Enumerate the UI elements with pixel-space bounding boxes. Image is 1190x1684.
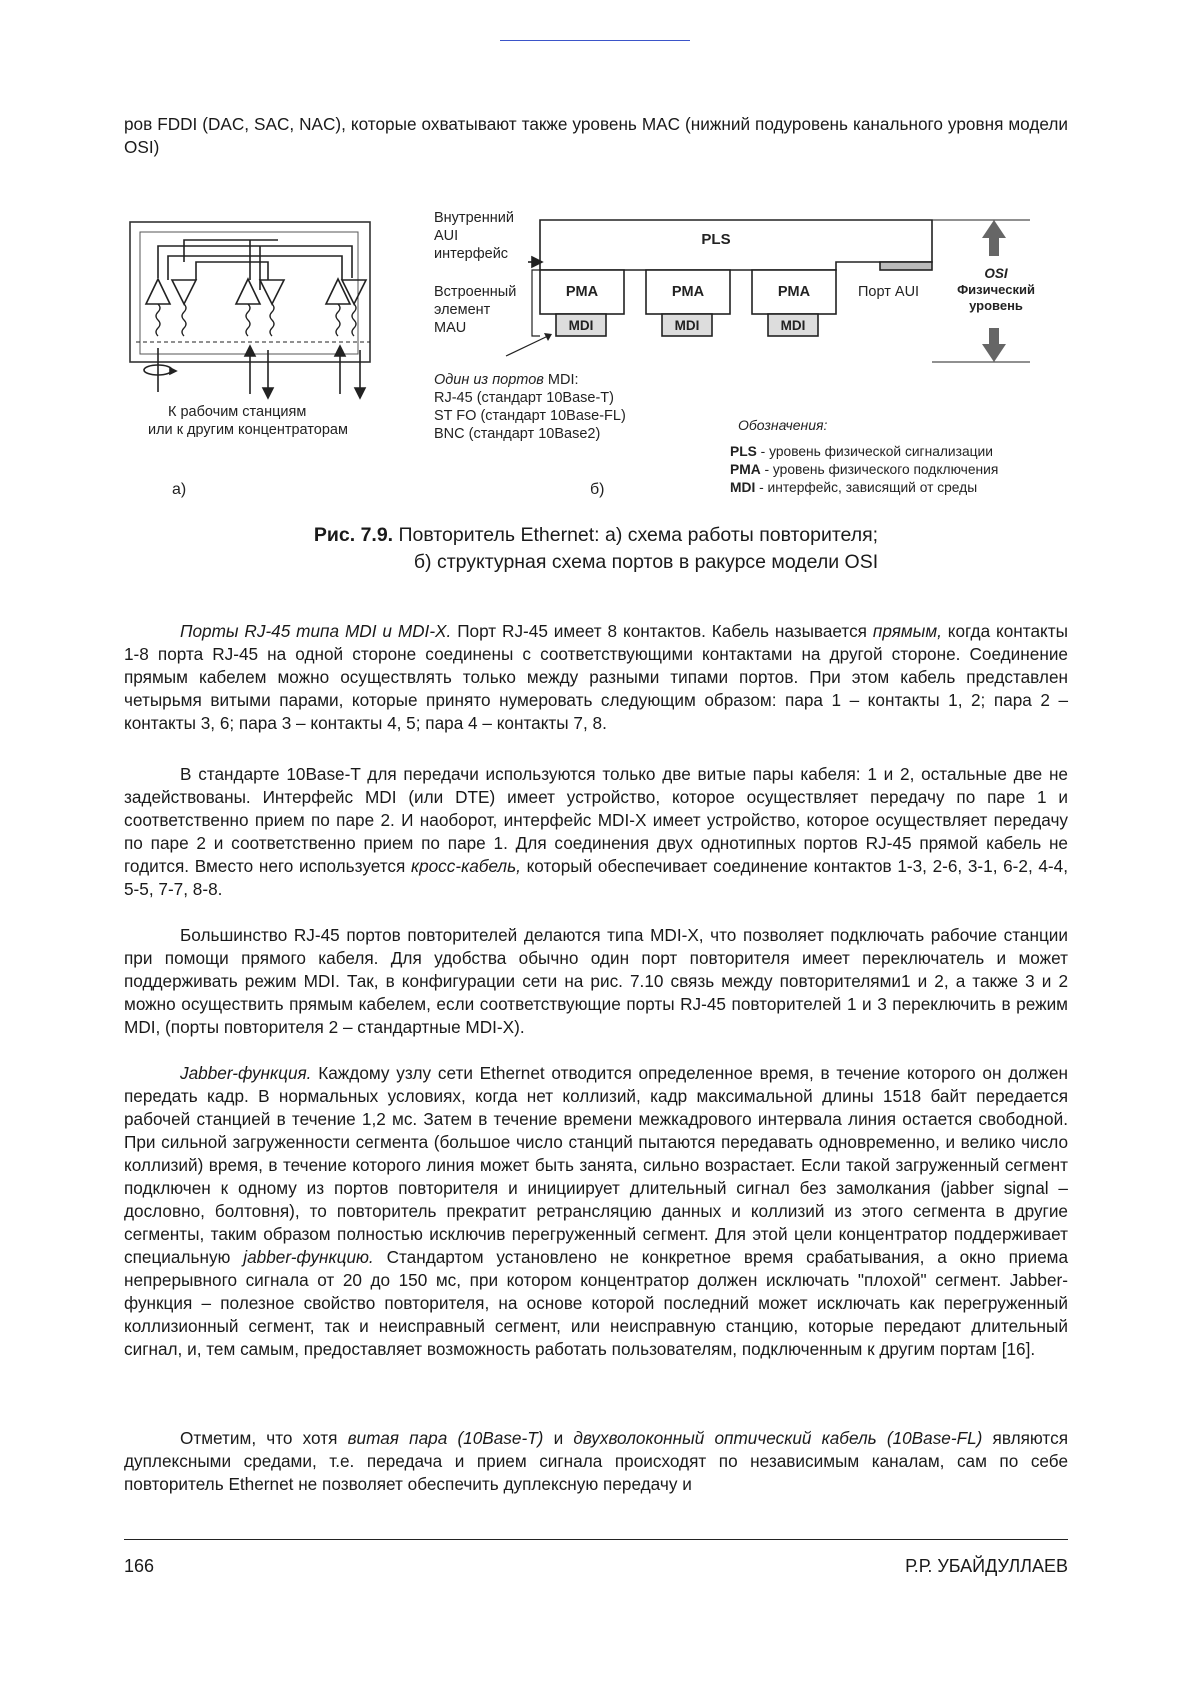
panel-a-marker: а) <box>172 481 187 498</box>
pma-label-1: PMA <box>565 284 599 300</box>
internal-aui-label-3: интерфейс <box>434 246 509 262</box>
paragraph-mdi-x: Большинство RJ-45 портов повторителей делаются типа MDI-X, что позволяет подключать рабочие станции при помощи прямого кабеля. Для удобства обычно один порт повторителя имеет переключатель и может поддерживать режим MDI. Так, в конфигурации сети на рис. 7.10 связь между повторителями1 и 2, а также 3 и 2 можно осуществить прямым кабелем, если соответствующие порты RJ-45 повторителей 1 и 3 переключить в режим MDI, (порты повторителя 2 – стандартные MDI-X). <box>124 925 1068 1037</box>
osi-label: OSI <box>984 266 1008 281</box>
running-author: Р.Р. УБАЙДУЛЛАЕВ <box>905 1556 1068 1576</box>
page-number: 166 <box>124 1556 155 1576</box>
figure-7-9 <box>0 0 1190 520</box>
port-stfo-label: ST FO (стандарт 10Base-FL) <box>434 408 626 424</box>
figure-caption <box>124 522 1068 576</box>
mdi-label-1: MDI <box>568 318 594 333</box>
internal-aui-label-2: AUI <box>434 228 459 244</box>
port-bnc-label: BNC (стандарт 10Base2) <box>434 426 601 442</box>
internal-aui-label-1: Внутренний <box>434 210 514 226</box>
legend-title: Обозначения: <box>738 417 828 433</box>
buffer-triangle <box>146 279 196 304</box>
builtin-mau-label-1: Встроенный <box>434 284 517 300</box>
paragraph-10base-t: В стандарте 10Base-T для передачи используются только две витые пары кабеля: 1 и 2, остальные две не задействованы. Интерфейс MDI (или DTE) имеет устройство, которое осуществляет передачу по паре 1 и соответственно прием по паре 2. И наоборот, интерфейс MDI-X имеет устройство, которое осуществляет передачу по паре 2 и соответственно прием по паре 1. Для соединения двух однотипных портов RJ-45 прямой кабель не годится. Вместо него используется кросс-кабель, который обеспечивает соединение контактов 1-3, 2-6, 3-1, 6-2, 4-4, 5-5, 7-7, 8-8. <box>124 764 1068 899</box>
osi-physical-label: Физический <box>957 282 1035 297</box>
panel-b-marker: б) <box>590 481 605 498</box>
footer-rule <box>124 1539 1068 1540</box>
paragraph-duplex: Отметим, что хотя витая пара (10Base-T) и двухволоконный оптический кабель (10Base-FL) являются дуплексными средами, т.е. передача и прием сигнала происходят по независимым каналам, сам по себе повторитель Ethernet не позволяет обеспечить дуплексную передачу и <box>124 1428 1069 1494</box>
legend-item-mdi: MDI - интерфейс, зависящий от среды <box>730 480 978 495</box>
panel-a-label-line1: К рабочим станциям <box>168 404 307 420</box>
builtin-mau-label-3: MAU <box>434 320 467 336</box>
aui-port-label: Порт AUI <box>858 284 920 300</box>
panel-a-label-line2: или к другим концентраторам <box>148 422 348 438</box>
caption-line2: б) структурная схема портов в ракурсе модели OSI <box>413 551 879 573</box>
caption-line1: Повторитель Ethernet: а) схема работы повторителя; <box>393 524 879 546</box>
mdi-ports-title: Один из портов MDI: <box>434 372 579 388</box>
mdi-label-2: MDI <box>674 318 700 333</box>
caption-label: Рис. 7.9. <box>313 524 394 546</box>
paragraph-jabber: Jabber-функция. Каждому узлу сети Ethernet отводится определенное время, в течение которого он должен передать кадр. В нормальных условиях, когда нет коллизий, кадр максимальной длины 1518 байт передается рабочей станцией в течение 1,2 мс. Затем в течение времени межкадрового интервала линия остается свободной. При сильной загруженности сегмента (большое число станций пытаются передавать одновременно, и велико число коллизий) время, в течение которого линия может быть занята, сильно возрастает. Если такой загруженный сегмент подключен к одному из портов повторителя и инициирует длительный сигнал без замолкания (jabber signal – дословно, болтовня), то повторитель прекратит ретрансляцию данных и коллизий из этого сегмента в другие сегменты, таким образом полностью исключив перегруженный сегмент. Для этой цели концентратор поддерживает специальную jabber-функцию. Стандартом установлено не конкретное время срабатывания, а окно приема непрерывного сигнала от 20 до 150 мс, при котором концентратор должен исключать "плохой" сегмент. Jabber-функция – полезное свойство повторителя, на основе которой последний может исключать как перегруженный коллизионный сегмент, так и неисправный сегмент, или неисправную станцию, которые передают длительный сигнал, и, тем самым, предоставляет возможность работать пользователям, подключенным к другим портам [16]. <box>124 1063 1068 1359</box>
buffer-triangle <box>326 279 366 304</box>
port-rj45-label: RJ-45 (стандарт 10Base-T) <box>434 390 614 406</box>
legend-item-pls: PLS - уровень физической сигнализации <box>730 444 993 459</box>
legend-item-pma: PMA - уровень физического подключения <box>730 462 999 477</box>
pma-label-3: PMA <box>777 284 811 300</box>
aui-port-block <box>880 262 932 270</box>
builtin-mau-label-2: элемент <box>434 302 491 318</box>
intro-paragraph: ров FDDI (DAC, SAC, NAC), которые охватывают также уровень MAC (нижний подуровень канального уровня модели OSI) <box>124 114 1068 157</box>
figure-panel-a <box>130 222 370 398</box>
pls-block <box>540 220 932 270</box>
pls-label: PLS <box>701 231 731 248</box>
paragraph-mdi-ports: Порты RJ-45 типа MDI и MDI-X. Порт RJ-45 имеет 8 контактов. Кабель называется прямым, когда контакты 1-8 порта RJ-45 на одной стороне соединены с соответствующими контактами на другой стороне. Соединение прямым кабелем можно осуществлять только между разными типами портов. При этом кабель представлен четырьмя витыми парами, которые принято нумеровать следующим образом: пара 1 – контакты 1, 2; пара 2 – контакты 3, 6; пара 3 – контакты 4, 5; пара 4 – контакты 7, 8. <box>124 621 1068 733</box>
pma-label-2: PMA <box>671 284 705 300</box>
mdi-label-3: MDI <box>780 318 806 333</box>
osi-level-label: уровень <box>969 298 1023 313</box>
